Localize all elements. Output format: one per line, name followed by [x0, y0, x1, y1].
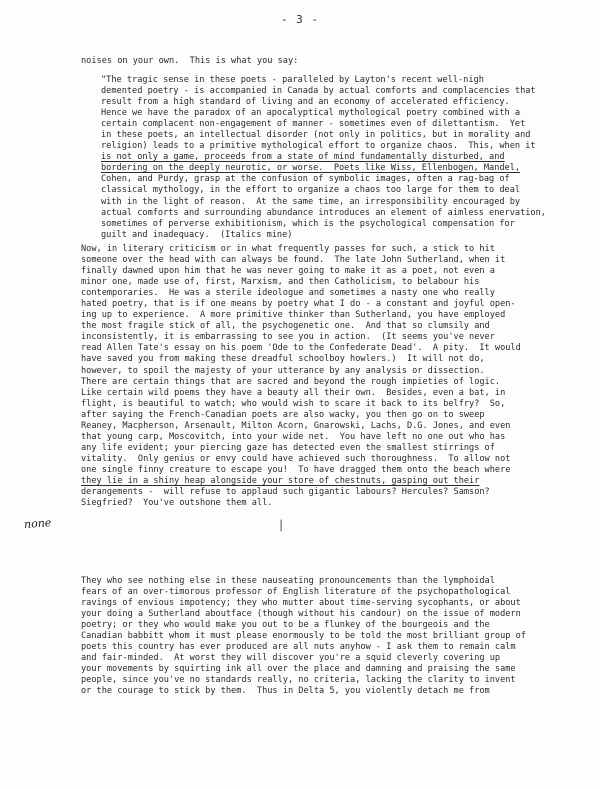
text-line: after saying the French-Canadian poets are also wacky, you then go on to sweep — [81, 409, 485, 420]
insertion-mark-icon: │ — [278, 521, 285, 532]
text-line: they lie in a shiny heap alongside your store of chestnuts, gasping out their — [81, 475, 480, 486]
quoted-passage — [101, 75, 546, 241]
text-line: ravings of envious impotency; they who mutter about time-serving sycophants, or about — [81, 598, 521, 609]
text-line: someone over the head with can always be found. The late John Sutherland, when it — [81, 255, 506, 266]
text-line: Siegfried? You've outshone them all. — [81, 498, 273, 509]
text-line: one single finny creature to escape you! To have dragged them onto the beach where — [81, 464, 511, 475]
text-line: read Allen Tate's essay on his poem 'Ode to the Confederate Dead'. A pity. It would — [81, 343, 521, 354]
text-line: vitality. Only genius or envy could have achieved such thoroughness. To allow not — [81, 453, 511, 464]
text-line: people, since you've no standards really, no criteria, lacking the clarity to invent — [81, 675, 516, 686]
text-line: inconsistently, it is embarrassing to see you in action. (It seems you've never — [81, 332, 495, 343]
text-line: Cohen, and Purdy, grasp at the confusion of symbolic images, often a rag-bag of — [101, 174, 510, 185]
paragraph-2 — [81, 244, 521, 509]
text-line: Canadian babbitt whom it must please enormously to be told the most brilliant group of — [81, 631, 526, 642]
text-line: poetry; or they who would make you out to be a flunkey of the bourgeois and the — [81, 620, 490, 631]
text-line: is not only a game, proceeds from a state of mind fundamentally disturbed, and — [101, 152, 505, 163]
text-line: classical mythology, in the effort to organize a chaos too large for them to deal — [101, 185, 521, 196]
text-line: Now, in literary criticism or in what frequently passes for such, a stick to hit — [81, 244, 495, 254]
text-line: ing up to experience. A more primitive thinker than Sutherland, you have employed — [81, 310, 506, 321]
text-line: in these poets, an intellectual disorder (not only in politics, but in morality and — [101, 130, 531, 141]
text-line: There are certain things that are sacred and beyond the rough impieties of logic. — [81, 376, 501, 387]
text-line: and fair-minded. At worst they will discover you're a squid cleverly covering up — [81, 653, 501, 664]
text-line: demented poetry - is accompanied in Canada by actual comforts and complacencies that — [101, 86, 536, 97]
text-line: result from a high standard of living and an economy of accelerated efficiency. — [101, 97, 510, 108]
text-line: guilt and inadequacy. (Italics mine) — [101, 229, 293, 240]
text-line: flight, is beautiful to watch; who would wish to scare it back to its belfry? So, — [81, 398, 506, 409]
text-line: Like certain wild poems they have a beauty all their own. Besides, even a bat, in — [81, 387, 506, 398]
text-line: that young carp, Moscovitch, into your wide net. You have left no one out who has — [81, 431, 506, 442]
text-line: bordering on the deeply neurotic, or worse. Poets like Wiss, Ellenbogen, Mandel, — [101, 163, 521, 174]
text-line: "The tragic sense in these poets - paralleled by Layton's recent well-nigh — [101, 75, 484, 85]
text-line: religion) leads to a primitive mythological effort to organize chaos. This, when it — [101, 141, 536, 152]
handwritten-margin-note: none — [23, 516, 52, 531]
text-line: hated poetry, that is if one means by poetry what I do - a constant and joyful open- — [81, 299, 516, 310]
text-line: poets this country has ever produced are all nuts anyhow - I ask them to remain calm — [81, 642, 516, 653]
text-line: They who see nothing else in these nauseating pronouncements than the lymphoidal — [81, 576, 495, 586]
text-line: minor one, made use of, first, Marxism, and then Catholicism, to belabour his — [81, 277, 480, 288]
opening-line-block — [81, 56, 298, 67]
text-line: with in the light of reason. At the same time, an irresponsibility encouraged by — [101, 196, 521, 207]
text-line: derangements - will refuse to applaud such gigantic labours? Hercules? Samson? — [81, 487, 490, 498]
text-line: your movements by squirting ink all over the place and damning and praising the same — [81, 664, 516, 675]
text-line: contemporaries. He was a sterile ideologue and sometimes a nasty one who really — [81, 288, 495, 299]
text-line: Reaney, Macpherson, Arsenault, Milton Acorn, Gnarowski, Lachs, D.G. Jones, and even — [81, 420, 511, 431]
text-line: or the courage to stick by them. Thus in Delta 5, you violently detach me from — [81, 686, 490, 697]
text-line: certain complacent non-engagement of manner - sometimes even of dilettantism. Yet — [101, 119, 526, 130]
text-line: the most fragile stick of all, the psychogenetic one. And that so clumsily and — [81, 321, 490, 332]
text-line: your doing a Sutherland aboutface (though without his candour) on the issue of modern — [81, 609, 521, 620]
text-line: however, to spoil the majesty of your utterance by any analysis or dissection. — [81, 365, 485, 376]
text-line: Hence we have the paradox of an apocalyptical mythological poetry combined with a — [101, 108, 521, 119]
text-line: have saved you from making these dreadful schoolboy howlers.) It will not do, — [81, 354, 485, 365]
text-line: sometimes of perverse exhibitionism, which is the psychological compensation for — [101, 218, 515, 229]
text-line: finally dawned upon him that he was never going to make it as a poet, not even a — [81, 266, 495, 277]
text-line: any life evident; your piercing gaze has detected even the smallest stirrings of — [81, 442, 495, 453]
page-number: - 3 - — [280, 13, 320, 26]
opening-line: noises on your own. This is what you say: — [81, 56, 299, 66]
text-line: fears of an over-timorous professor of English literature of the psychopathological — [81, 587, 511, 598]
paragraph-3 — [81, 576, 526, 698]
text-line: actual comforts and surrounding abundance introduces an element of aimless enervation, — [101, 207, 546, 218]
